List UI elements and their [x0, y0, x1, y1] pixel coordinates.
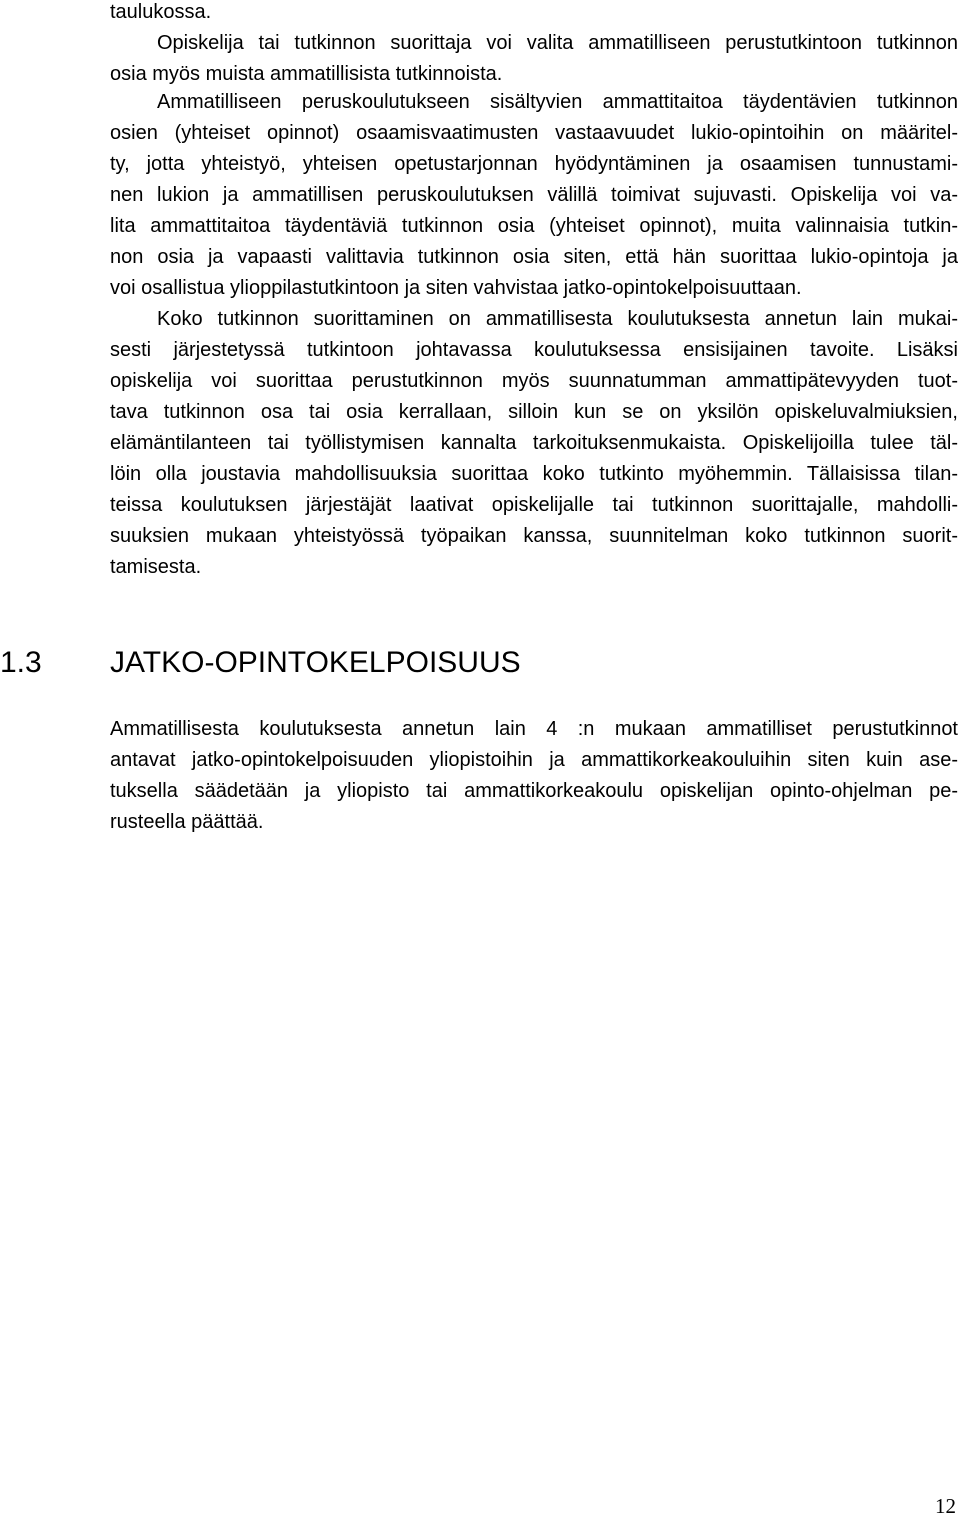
text-line: osien (yhteiset opinnot) osaamisvaatimusten vastaavuudet lukio-opintoihin on määritel-	[110, 122, 958, 144]
text-line: Ammatilliseen peruskoulutukseen sisältyvien ammattitaitoa täydentävien tutkinnon	[157, 91, 958, 113]
text-line: Ammatillisesta koulutuksesta annetun lain 4 :n mukaan ammatilliset perustutkinnot	[110, 718, 958, 740]
text-line: opiskelija voi suorittaa perustutkinnon myös suunnatumman ammattipätevyyden tuot-	[110, 370, 958, 392]
section-number: 1.3	[0, 646, 42, 679]
paragraph-1	[110, 0, 958, 90]
text-line: antavat jatko-opintokelpoisuuden yliopistoihin ja ammattikorkeakouluihin siten kuin ase-	[110, 749, 958, 771]
text-line: sesti järjestetyssä tutkintoon johtavassa koulutuksessa ensisijainen tavoite. Lisäksi	[110, 339, 958, 361]
text-line: suuksien mukaan yhteistyössä työpaikan kanssa, suunnitelman koko tutkinnon suorit-	[110, 525, 958, 547]
text-line: tuksella säädetään ja yliopisto tai ammattikorkeakoulu opiskelijan opinto-ohjelman pe-	[110, 780, 958, 802]
text-line: osia myös muista ammatillisista tutkinnoista.	[110, 63, 503, 85]
section-title: JATKO-OPINTOKELPOISUUS	[110, 646, 521, 679]
text-line: elämäntilanteen tai työllistymisen kannalta tarkoituksenmukaista. Opiskelijoilla tulee täl-	[110, 432, 958, 454]
text-line: non osia ja vapaasti valittavia tutkinnon osia siten, että hän suorittaa lukio-opintoja ja	[110, 246, 958, 268]
text-line: teissa koulutuksen järjestäjät laativat opiskelijalle tai tutkinnon suorittajalle, mahdolli-	[110, 494, 958, 516]
text-line: lita ammattitaitoa täydentäviä tutkinnon osia (yhteiset opinnot), muita valinnaisia tutkin-	[110, 215, 958, 237]
text-line: Koko tutkinnon suorittaminen on ammatillisesta koulutuksesta annetun lain mukai-	[157, 308, 958, 330]
text-line: nen lukion ja ammatillisen peruskoulutuksen välillä toimivat sujuvasti. Opiskelija voi va-	[110, 184, 958, 206]
text-line: löin olla joustavia mahdollisuuksia suorittaa koko tutkinto myöhemmin. Tällaisissa tilan-	[110, 463, 958, 485]
text-line: rusteella päättää.	[110, 811, 264, 833]
page-number: 12	[935, 1494, 956, 1518]
text-line: tamisesta.	[110, 556, 202, 578]
text-line: tava tutkinnon osa tai osia kerrallaan, silloin kun se on yksilön opiskeluvalmiuksien,	[110, 401, 958, 423]
text-line: Opiskelija tai tutkinnon suorittaja voi valita ammatilliseen perustutkintoon tutkinnon	[157, 32, 958, 54]
text-line: voi osallistua ylioppilastutkintoon ja siten vahvistaa jatko-opintokelpoisuuttaan.	[110, 277, 802, 299]
paragraph-2	[110, 87, 958, 304]
text-line: taulukossa.	[110, 1, 212, 23]
paragraph-3	[110, 304, 958, 583]
paragraph-4	[110, 714, 958, 838]
text-line: ty, jotta yhteistyö, yhteisen opetustarjonnan hyödyntäminen ja osaamisen tunnustami-	[110, 153, 958, 175]
